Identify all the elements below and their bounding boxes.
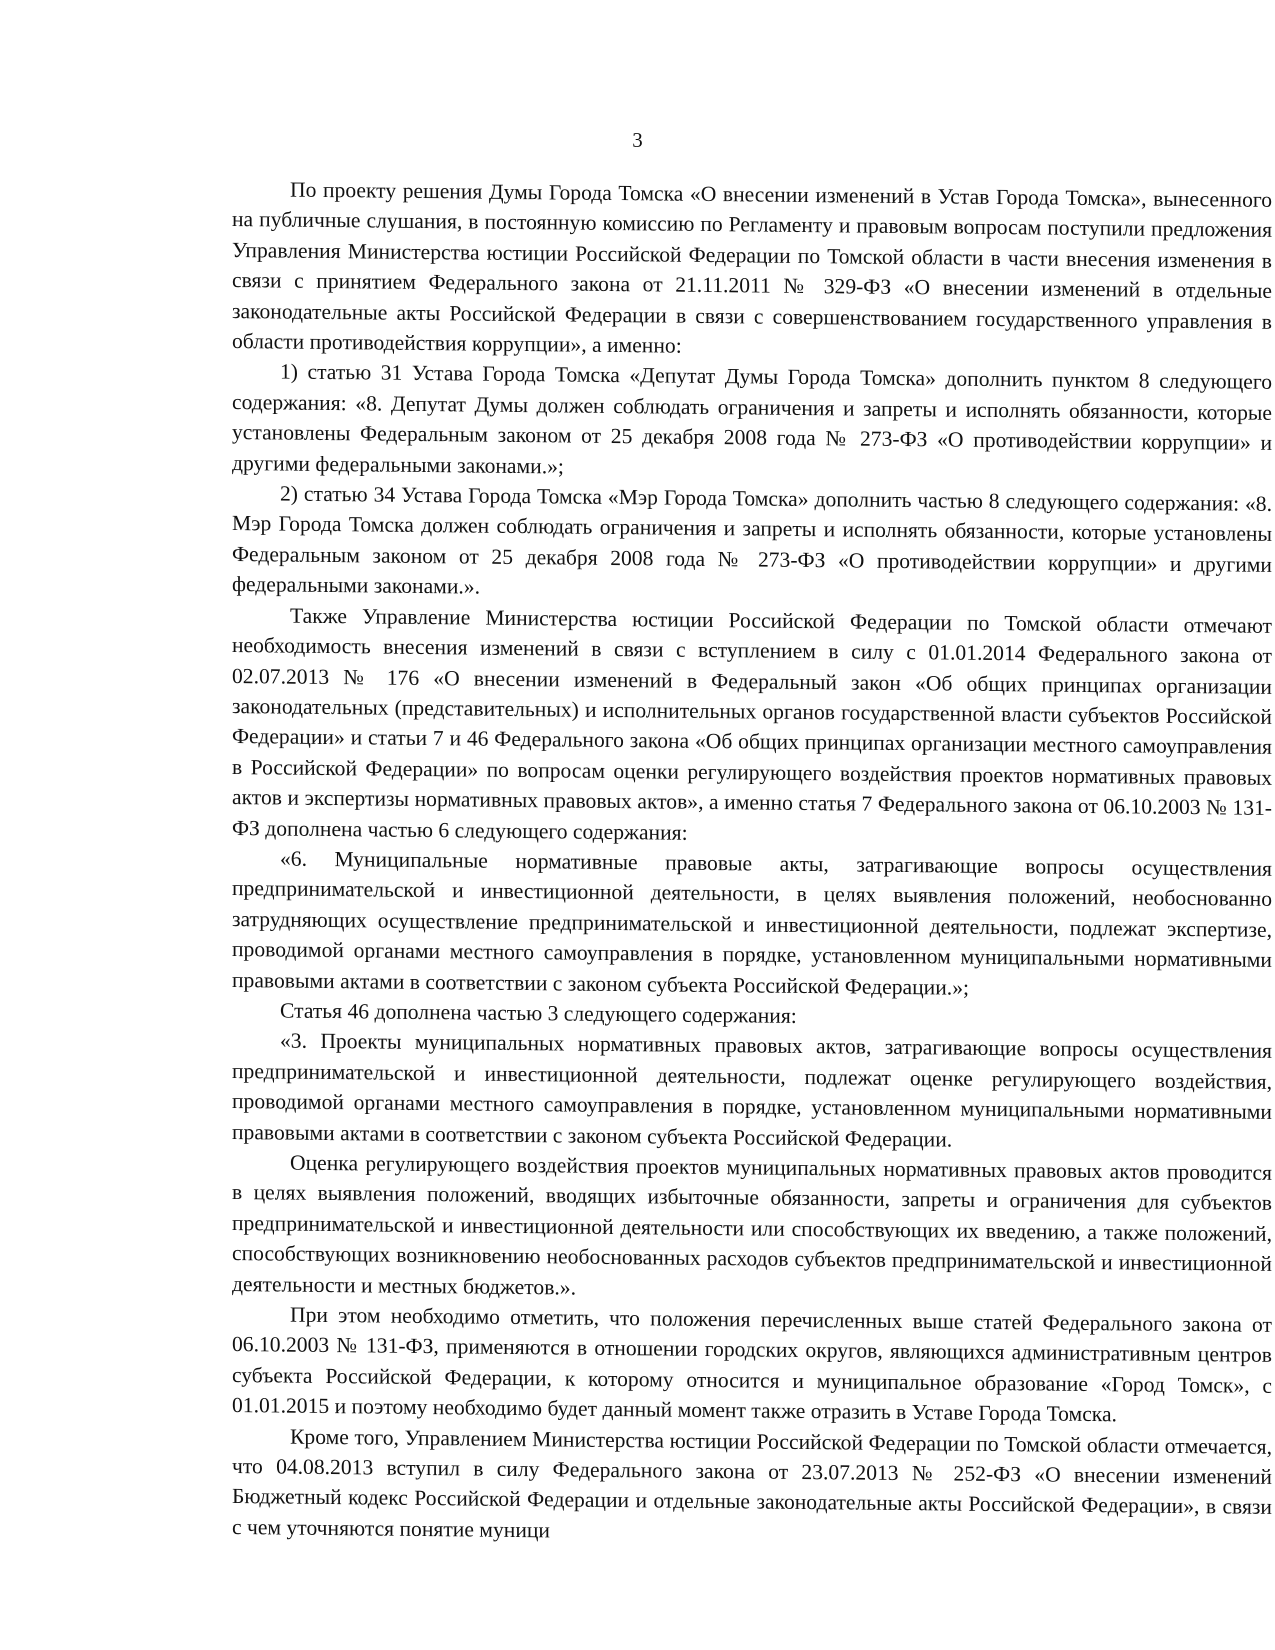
paragraph-also: Также Управление Министерства юстиции Российской Федерации по Томской области отмечают необходимость внесения изменений в связи с вступлением в силу с 01.01.2014 Федерального закона от 02.07.2013 № 176 «О внесении изменений в Федеральный закон «Об общих принципах организации законодательных (представительных) и исполнительных органов государственной власти субъектов Российской Федерации» и статьи 7 и 46 Федерального закона «Об общих принципах организации местного самоуправления в Российской Федерации» по вопросам оценки регулирующего воздействия проектов нормативных правовых актов и экспертизы нормативных правовых актов», а именно статья 7 Федерального закона от 06.10.2003 № 131-ФЗ дополнена частью 6 следующего содержания:	[232, 603, 1272, 845]
paragraph-article-46: Статья 46 дополнена частью 3 следующего содержания:	[280, 998, 797, 1028]
paragraph-quote-article-7: «6. Муниципальные нормативные правовые акты, затрагивающие вопросы осуществления предпринимательской и инвестиционной деятельности, в целях выявления положений, необоснованно затрудняющих осуществление предпринимательской и инвестиционной деятельности, подлежат экспертизе, проводимой органами местного самоуправления в порядке, установленном муниципальными нормативными правовыми актами в соответствии с законом субъекта Российской Федерации.»;	[232, 846, 1272, 1000]
page-number: 3	[632, 128, 643, 152]
paragraph-intro: По проекту решения Думы Города Томска «О внесении изменений в Устав Города Томска», вынесенного на публичные слушания, в постоянную комиссию по Регламенту и правовым вопросам поступили предложения Управления Министерства юстиции Российской Федерации по Томской области в части внесения изменения в связи с принятием Федерального закона от 21.11.2011 № 329-ФЗ «О внесении изменений в отдельные законодательные акты Российской Федерации в связи с совершенствованием государственного управления в области противодействия коррупции», а именно:	[232, 177, 1272, 358]
paragraph-note: При этом необходимо отметить, что положения перечисленных выше статей Федерального закона от 06.10.2003 № 131-ФЗ, применяются в отношении городских округов, являющихся административным центров субъекта Российской Федерации, к которому относится и муниципальное образование «Город Томск», с 01.01.2015 и поэтому необходимо будет данный момент также отразить в Уставе Города Томска.	[232, 1302, 1272, 1427]
document-body	[232, 174, 1272, 1553]
paragraph-additionally: Кроме того, Управлением Министерства юстиции Российской Федерации по Томской области отмечается, что 04.08.2013 вступил в силу Федерального закона от 23.07.2013 № 252-ФЗ «О внесении изменений Бюджетный кодекс Российской Федерации и отдельные законодательные акты Российской Федерации», в связи с чем уточняются понятие муници	[232, 1424, 1272, 1543]
paragraph-item-1: 1) статью 31 Устава Города Томска «Депутат Думы Города Томска» дополнить пунктом 8 следующего содержания: «8. Депутат Думы должен соблюдать ограничения и запреты и исполнять обязанности, которые установлены Федеральным законом от 25 декабря 2008 года № 273-ФЗ «О противодействии коррупции» и другими федеральными законами.»;	[232, 359, 1272, 479]
paragraph-assessment: Оценка регулирующего воздействия проектов муниципальных нормативных правовых актов проводится в целях выявления положений, вводящих избыточные обязанности, запреты и ограничения для субъектов предпринимательской и инвестиционной деятельности или способствующих их введению, а также положений, способствующих возникновению необоснованных расходов субъектов предпринимательской и инвестиционной деятельности и местных бюджетов.».	[232, 1150, 1272, 1300]
paragraph-quote-article-46: «3. Проекты муниципальных нормативных правовых актов, затрагивающие вопросы осуществления предпринимательской и инвестиционной деятельности, подлежат оценке регулирующего воздействия, проводимой органами местного самоуправления в порядке, установленном муниципальными нормативными правовыми актами в соответствии с законом субъекта Российской Федерации.	[232, 1028, 1272, 1152]
paragraph-item-2: 2) статью 34 Устава Города Томска «Мэр Города Томска» дополнить частью 8 следующего содержания: «8. Мэр Города Томска должен соблюдать ограничения и запреты и исполнять обязанности, которые установлены Федеральным законом от 25 декабря 2008 года № 273-ФЗ «О противодействии коррупции» и другими федеральными законами.».	[232, 481, 1272, 599]
